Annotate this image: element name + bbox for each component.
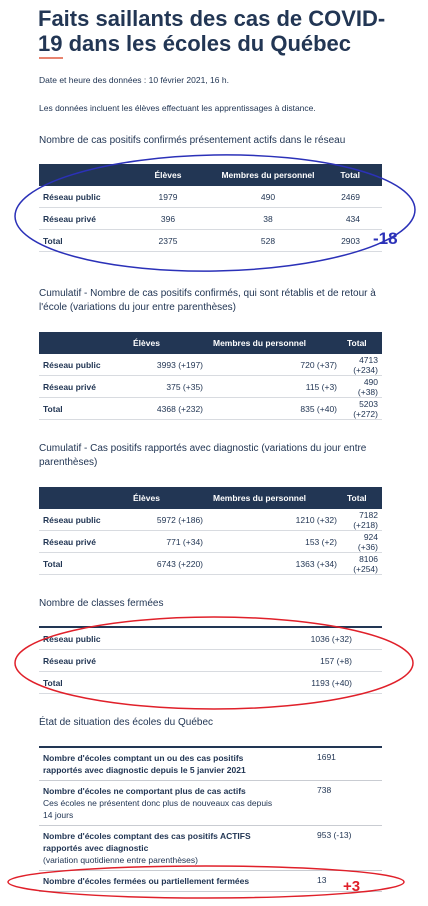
page-title: Faits saillants des cas de COVID-19 dans les écoles du Québec <box>38 6 386 56</box>
row-label: Réseau public <box>39 186 133 208</box>
cell-eleves: 375 (+35) <box>127 376 207 398</box>
row-label: Réseau public <box>39 627 247 650</box>
cell-personnel: 835 (+40) <box>207 398 341 420</box>
cell-personnel: 528 <box>203 230 333 252</box>
row-label: Réseau privé <box>39 208 133 230</box>
row-label: Réseau privé <box>39 376 127 398</box>
header-total: Total <box>347 338 367 348</box>
red-note: +3 <box>343 878 361 895</box>
row-label: Total <box>39 398 127 420</box>
row-label: Nombre d'écoles ne comportant plus de cas actifs <box>43 786 246 796</box>
row-label: Total <box>39 553 127 575</box>
situation-table <box>39 746 382 892</box>
cell-eleves: 5972 (+186) <box>127 509 207 531</box>
table-row <box>39 650 382 672</box>
header-personnel: Membres du personnel <box>213 338 307 348</box>
title-underline <box>39 57 63 59</box>
header-personnel: Membres du personnel <box>213 493 307 503</box>
cell-personnel: 720 (+37) <box>207 354 341 376</box>
cell-total: 7182 (+218) <box>341 509 382 531</box>
blue-note: -18 <box>373 229 398 248</box>
row-label: Total <box>39 672 247 694</box>
cell-personnel: 1363 (+34) <box>207 553 341 575</box>
row-label: Réseau privé <box>39 650 247 672</box>
cell-eleves: 3993 (+197) <box>127 354 207 376</box>
classes-table <box>39 626 382 694</box>
cell-eleves: 2375 <box>133 230 203 252</box>
header-eleves: Élèves <box>133 338 160 348</box>
row-label: Total <box>39 230 133 252</box>
situation-title: État de situation des écoles du Québec <box>39 717 214 728</box>
retablis-title: Cumulatif - Nombre de cas positifs confirmés, qui sont rétablis et de retour à l'école (variations du jour entre parenthèses) <box>39 288 376 313</box>
row-label: Réseau public <box>39 509 127 531</box>
header-personnel: Membres du personnel <box>221 170 315 180</box>
cell-personnel: 490 <box>203 186 333 208</box>
table-row <box>39 747 382 781</box>
cell-total: 4713 (+234) <box>341 354 382 376</box>
diagnostic-title: Cumulatif - Cas positifs rapportés avec diagnostic (variations du jour entre parenthèses) <box>39 443 367 468</box>
table-row <box>39 230 382 252</box>
row-label: Nombre d'écoles fermées ou partiellement fermées <box>43 876 250 886</box>
cell-total: 434 <box>333 208 382 230</box>
data-note: Les données incluent les élèves effectuant les apprentissages à distance. <box>39 103 316 113</box>
table-row <box>39 627 382 650</box>
cell-eleves: 771 (+34) <box>127 531 207 553</box>
cell-personnel: 1210 (+32) <box>207 509 341 531</box>
cell-eleves: 6743 (+220) <box>127 553 207 575</box>
row-label: Nombre d'écoles comptant des cas positifs ACTIFS rapportés avec diagnostic <box>43 831 251 853</box>
cell-total: 2469 <box>333 186 382 208</box>
header-eleves: Élèves <box>133 493 160 503</box>
cell-total: 2903 <box>333 230 382 252</box>
table-row <box>39 781 382 826</box>
cell-eleves: 4368 (+232) <box>127 398 207 420</box>
diagnostic-table <box>39 487 382 575</box>
cell-total: 5203 (+272) <box>341 398 382 420</box>
cell-eleves: 1979 <box>133 186 203 208</box>
header-empty <box>39 164 133 186</box>
row-label: Nombre d'écoles comptant un ou des cas positifs rapportés avec diagnostic depuis le 5 janvier 2021 <box>43 753 246 775</box>
row-label: Réseau privé <box>39 531 127 553</box>
table-row <box>39 672 382 694</box>
cell-value: 1691 <box>287 747 382 781</box>
cell-personnel: 115 (+3) <box>207 376 341 398</box>
row-sub: (variation quotidienne entre parenthèses) <box>43 855 198 865</box>
header-empty <box>39 332 127 354</box>
cell-total: 924 (+36) <box>341 531 382 553</box>
table-row <box>39 509 382 531</box>
header-total: Total <box>340 170 360 180</box>
row-sub: Ces écoles ne présentent donc plus de nouveaux cas depuis 14 jours <box>43 798 273 820</box>
cell-total: 8106 (+254) <box>341 553 382 575</box>
table-row <box>39 871 382 892</box>
classes-title: Nombre de classes fermées <box>39 598 164 609</box>
cell-value: 13 <box>287 871 382 892</box>
cell-personnel: 38 <box>203 208 333 230</box>
table-row <box>39 553 382 575</box>
data-date: Date et heure des données : 10 février 2021, 16 h. <box>39 75 229 85</box>
cell-value: 953 (-13) <box>287 826 382 871</box>
actifs-title: Nombre de cas positifs confirmés présentement actifs dans le réseau <box>39 135 346 146</box>
header-total: Total <box>347 493 367 503</box>
cell-eleves: 396 <box>133 208 203 230</box>
retablis-table <box>39 332 382 420</box>
cell-total: 490 (+38) <box>341 376 382 398</box>
table-row <box>39 208 382 230</box>
table-header-row <box>39 487 382 509</box>
table-row <box>39 376 382 398</box>
table-header-row <box>39 164 382 186</box>
cell-value: 1193 (+40) <box>247 672 382 694</box>
table-row <box>39 354 382 376</box>
table-row <box>39 186 382 208</box>
header-eleves: Élèves <box>154 170 182 180</box>
actifs-table <box>39 164 382 252</box>
cell-value: 738 <box>287 781 382 826</box>
table-row <box>39 398 382 420</box>
table-row <box>39 826 382 871</box>
table-row <box>39 531 382 553</box>
cell-personnel: 153 (+2) <box>207 531 341 553</box>
table-header-row <box>39 332 382 354</box>
row-label: Réseau public <box>39 354 127 376</box>
header-empty <box>39 487 127 509</box>
cell-value: 1036 (+32) <box>247 627 382 650</box>
cell-value: 157 (+8) <box>247 650 382 672</box>
